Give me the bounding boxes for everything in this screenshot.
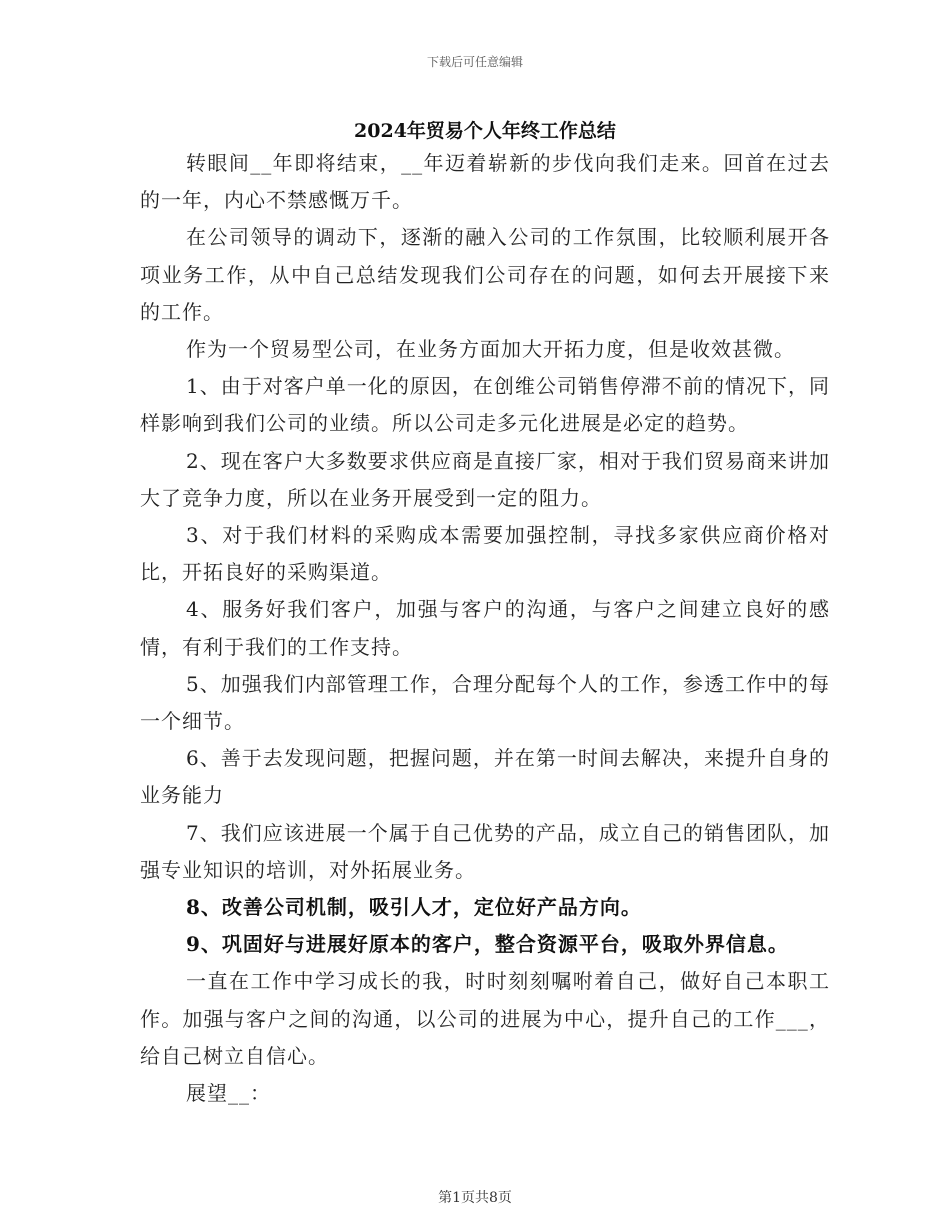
paragraph-outlook: 展望__：	[186, 1081, 271, 1106]
page-number: 第1页共8页	[438, 1190, 512, 1206]
list-item-4: 4、服务好我们客户，加强与客户的沟通，与客户之间建立良好的感情，有利于我们的工作支持。	[140, 597, 830, 659]
paragraph-context: 在公司领导的调动下，逐渐的融入公司的工作氛围，比较顺利展开各项业务工作，从中自己总结发现我们公司存在的问题，如何去开展接下来的工作。	[140, 225, 830, 324]
list-item-5: 5、加强我们内部管理工作，合理分配每个人的工作，参透工作中的每一个细节。	[140, 671, 830, 734]
paragraph-reflection: 一直在工作中学习成长的我，时时刻刻嘱咐着自己，做好自己本职工作。加强与客户之间的沟通，以公司的进展为中心，提升自己的工作___，给自己树立自信心。	[140, 969, 830, 1068]
list-item-8: 8、改善公司机制，吸引人才，定位好产品方向。	[186, 895, 642, 920]
document-title: 2024年贸易个人年终工作总结	[354, 120, 616, 142]
paragraph-intro: 转眼间__年即将结束，__年迈着崭新的步伐向我们走来。回首在过去的一年，内心不禁感慨万千。	[140, 151, 830, 213]
list-item-1: 1、由于对客户单一化的原因，在创维公司销售停滞不前的情况下，同样影响到我们公司的业绩。所以公司走多元化进展是必定的趋势。	[140, 374, 830, 436]
list-item-9: 9、巩固好与进展好原本的客户，整合资源平台，吸取外界信息。	[186, 932, 789, 957]
list-item-2: 2、现在客户大多数要求供应商是直接厂家，相对于我们贸易商来讲加大了竞争力度，所以在业务开展受到一定的阻力。	[140, 448, 830, 510]
list-item-6: 6、善于去发现问题，把握问题，并在第一时间去解决，来提升自身的业务能力	[140, 746, 830, 808]
download-note: 下载后可任意编辑	[426, 55, 523, 69]
list-item-3: 3、对于我们材料的采购成本需要加强控制，寻找多家供应商价格对比，开拓良好的采购渠道。	[140, 523, 830, 585]
paragraph-summary: 作为一个贸易型公司，在业务方面加大开拓力度，但是收效甚微。	[186, 337, 795, 362]
document-body	[140, 145, 830, 1112]
list-item-7: 7、我们应该进展一个属于自己优势的产品，成立自己的销售团队，加强专业知识的培训，对外拓展业务。	[140, 820, 830, 882]
